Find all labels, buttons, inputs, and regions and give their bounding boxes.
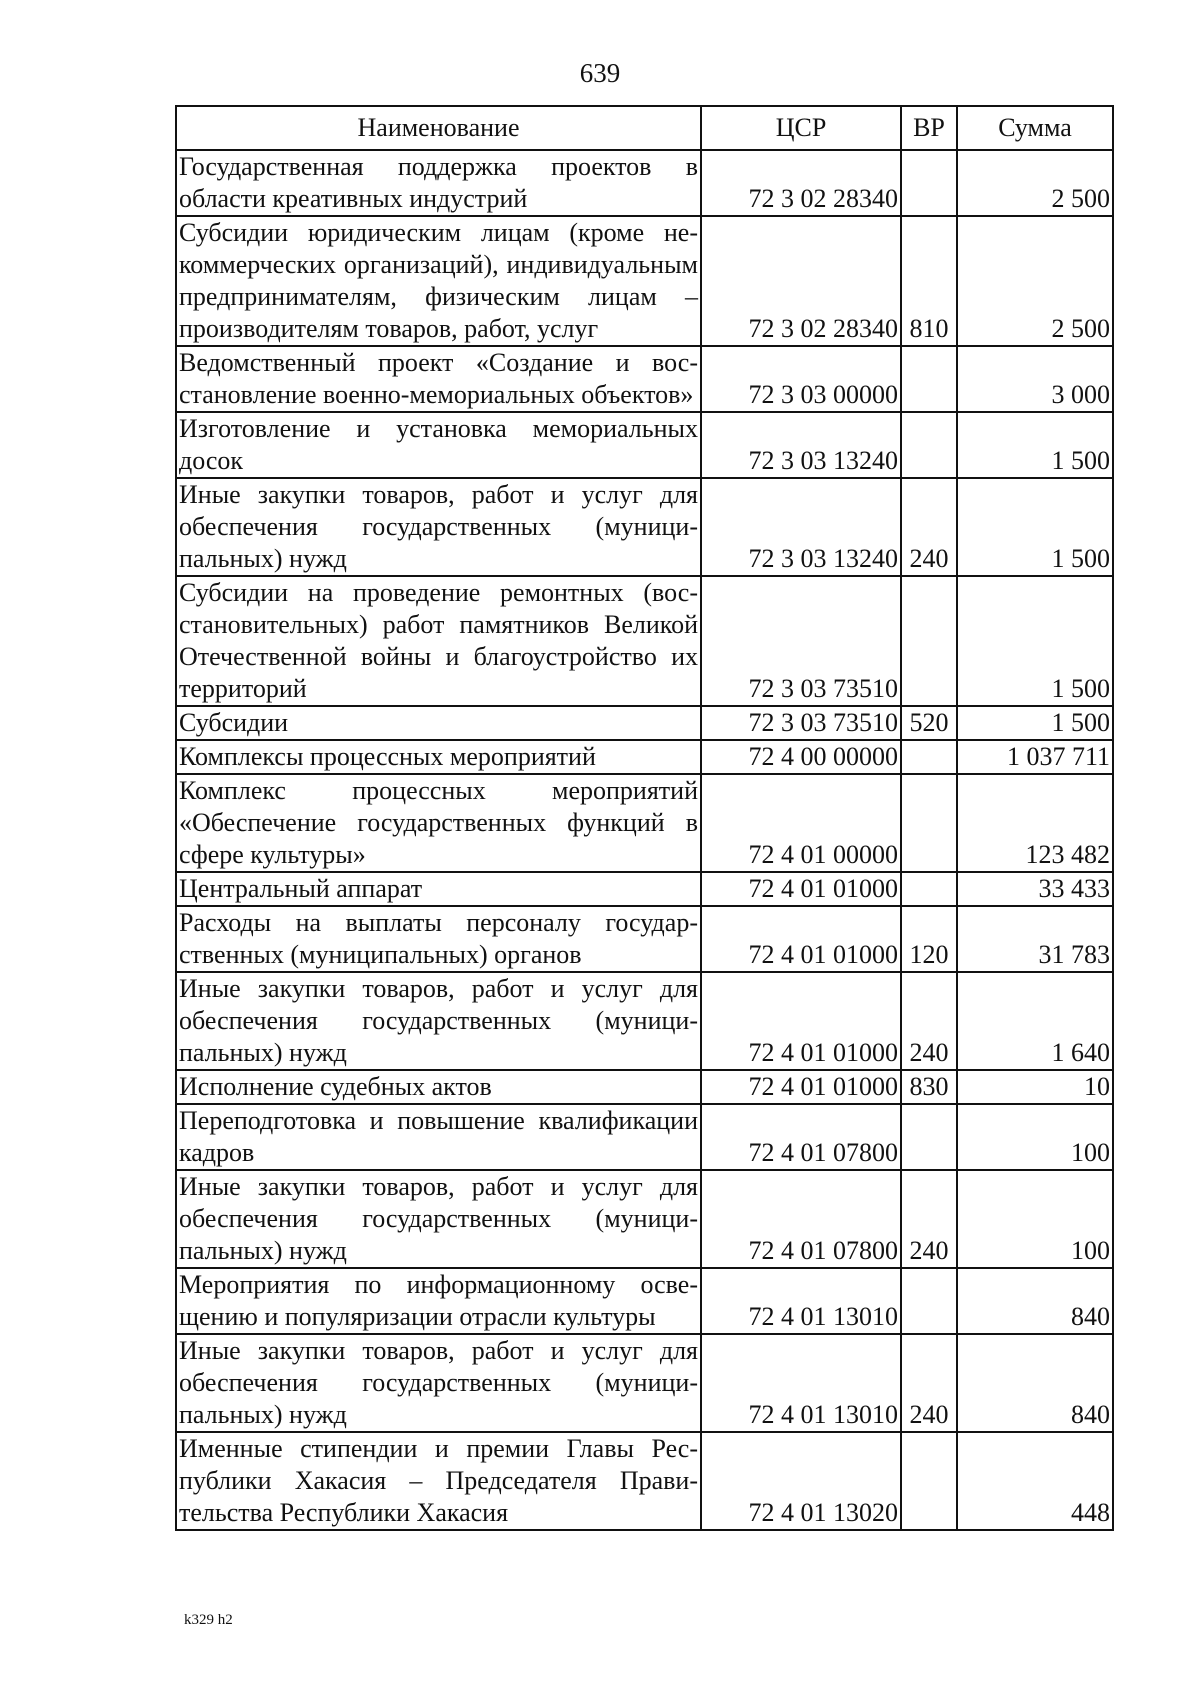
cell-name: Комплекс процессных мероприятий «Обеспечение государственных функций в сфере культуры» [176, 774, 701, 872]
cell-vr [901, 1432, 957, 1530]
cell-vr: 520 [901, 706, 957, 740]
cell-vr [901, 774, 957, 872]
cell-name: Иные закупки товаров, работ и услуг для обеспечения государственных (муниципальных) нужд [176, 478, 701, 576]
cell-sum: 1 640 [957, 972, 1113, 1070]
cell-sum: 840 [957, 1268, 1113, 1334]
cell-name: Ведомственный проект «Создание и восстановление военно-мемориальных объектов» [176, 346, 701, 412]
cell-csr: 72 4 01 07800 [701, 1170, 901, 1268]
cell-vr [901, 1268, 957, 1334]
cell-name: Исполнение судебных актов [176, 1070, 701, 1104]
cell-csr: 72 4 01 01000 [701, 906, 901, 972]
cell-name: Субсидии на проведение ремонтных (восстановительных) работ памятников Великой Отечественной войны и благоустройство их территорий [176, 576, 701, 706]
cell-sum: 31 783 [957, 906, 1113, 972]
table-row [176, 1070, 1113, 1104]
cell-vr: 240 [901, 972, 957, 1070]
header-csr: ЦСР [701, 106, 901, 150]
table-row [176, 346, 1113, 412]
header-vr: ВР [901, 106, 957, 150]
cell-csr: 72 4 01 13010 [701, 1334, 901, 1432]
header-name: Наименование [176, 106, 701, 150]
cell-vr [901, 412, 957, 478]
cell-sum: 2 500 [957, 216, 1113, 346]
cell-vr: 240 [901, 478, 957, 576]
table-row [176, 1268, 1113, 1334]
cell-csr: 72 4 01 01000 [701, 1070, 901, 1104]
table-row [176, 774, 1113, 872]
table-row [176, 150, 1113, 216]
cell-csr: 72 4 01 13010 [701, 1268, 901, 1334]
table-row [176, 1334, 1113, 1432]
cell-name: Комплексы процессных мероприятий [176, 740, 701, 774]
cell-name: Расходы на выплаты персоналу государственных (муниципальных) органов [176, 906, 701, 972]
cell-name: Именные стипендии и премии Главы Республики Хакасия – Председателя Правительства Республики Хакасия [176, 1432, 701, 1530]
header-sum: Сумма [957, 106, 1113, 150]
table-row [176, 972, 1113, 1070]
cell-name: Иные закупки товаров, работ и услуг для обеспечения государственных (муниципальных) нужд [176, 1334, 701, 1432]
cell-vr [901, 576, 957, 706]
cell-vr [901, 872, 957, 906]
cell-sum: 1 500 [957, 706, 1113, 740]
cell-vr: 830 [901, 1070, 957, 1104]
cell-sum: 448 [957, 1432, 1113, 1530]
budget-table [175, 105, 1114, 1531]
cell-name: Центральный аппарат [176, 872, 701, 906]
cell-name: Субсидии [176, 706, 701, 740]
cell-vr: 120 [901, 906, 957, 972]
cell-sum: 33 433 [957, 872, 1113, 906]
page-number: 639 [579, 58, 621, 88]
cell-csr: 72 3 03 13240 [701, 478, 901, 576]
cell-vr [901, 346, 957, 412]
cell-sum: 1 500 [957, 412, 1113, 478]
cell-csr: 72 3 03 00000 [701, 346, 901, 412]
cell-name: Иные закупки товаров, работ и услуг для обеспечения государственных (муниципальных) нужд [176, 1170, 701, 1268]
cell-csr: 72 3 03 13240 [701, 412, 901, 478]
cell-sum: 1 037 711 [957, 740, 1113, 774]
cell-vr: 240 [901, 1334, 957, 1432]
table-header-row [176, 106, 1113, 150]
table-row [176, 478, 1113, 576]
cell-csr: 72 3 03 73510 [701, 706, 901, 740]
cell-vr: 240 [901, 1170, 957, 1268]
cell-name: Изготовление и установка мемориальных досок [176, 412, 701, 478]
cell-csr: 72 4 01 00000 [701, 774, 901, 872]
table-row [176, 576, 1113, 706]
cell-sum: 123 482 [957, 774, 1113, 872]
cell-csr: 72 3 02 28340 [701, 216, 901, 346]
cell-csr: 72 3 02 28340 [701, 150, 901, 216]
cell-sum: 1 500 [957, 478, 1113, 576]
cell-sum: 10 [957, 1070, 1113, 1104]
cell-csr: 72 4 01 01000 [701, 872, 901, 906]
table-row [176, 740, 1113, 774]
cell-sum: 100 [957, 1104, 1113, 1170]
cell-vr: 810 [901, 216, 957, 346]
cell-sum: 2 500 [957, 150, 1113, 216]
cell-sum: 1 500 [957, 576, 1113, 706]
table-row [176, 1104, 1113, 1170]
cell-sum: 840 [957, 1334, 1113, 1432]
table-row [176, 1432, 1113, 1530]
cell-vr [901, 740, 957, 774]
table-row [176, 412, 1113, 478]
table-row [176, 872, 1113, 906]
footer-code: k329 h2 [184, 1612, 233, 1628]
cell-csr: 72 4 01 07800 [701, 1104, 901, 1170]
cell-name: Государственная поддержка проектов в области креативных индустрий [176, 150, 701, 216]
cell-csr: 72 4 01 01000 [701, 972, 901, 1070]
table-row [176, 906, 1113, 972]
table-row [176, 216, 1113, 346]
cell-name: Мероприятия по информационному освещению и популяризации отрасли культуры [176, 1268, 701, 1334]
cell-name: Субсидии юридическим лицам (кроме некоммерческих организаций), индивидуальным предпринимателям, физическим лицам – производителям товаров, работ, услуг [176, 216, 701, 346]
cell-csr: 72 4 01 13020 [701, 1432, 901, 1530]
cell-vr [901, 1104, 957, 1170]
cell-csr: 72 3 03 73510 [701, 576, 901, 706]
table-row [176, 1170, 1113, 1268]
cell-sum: 100 [957, 1170, 1113, 1268]
cell-name: Переподготовка и повышение квалификации кадров [176, 1104, 701, 1170]
table-body [176, 150, 1113, 1530]
cell-name: Иные закупки товаров, работ и услуг для обеспечения государственных (муниципальных) нужд [176, 972, 701, 1070]
table-row [176, 706, 1113, 740]
cell-vr [901, 150, 957, 216]
cell-csr: 72 4 00 00000 [701, 740, 901, 774]
cell-sum: 3 000 [957, 346, 1113, 412]
